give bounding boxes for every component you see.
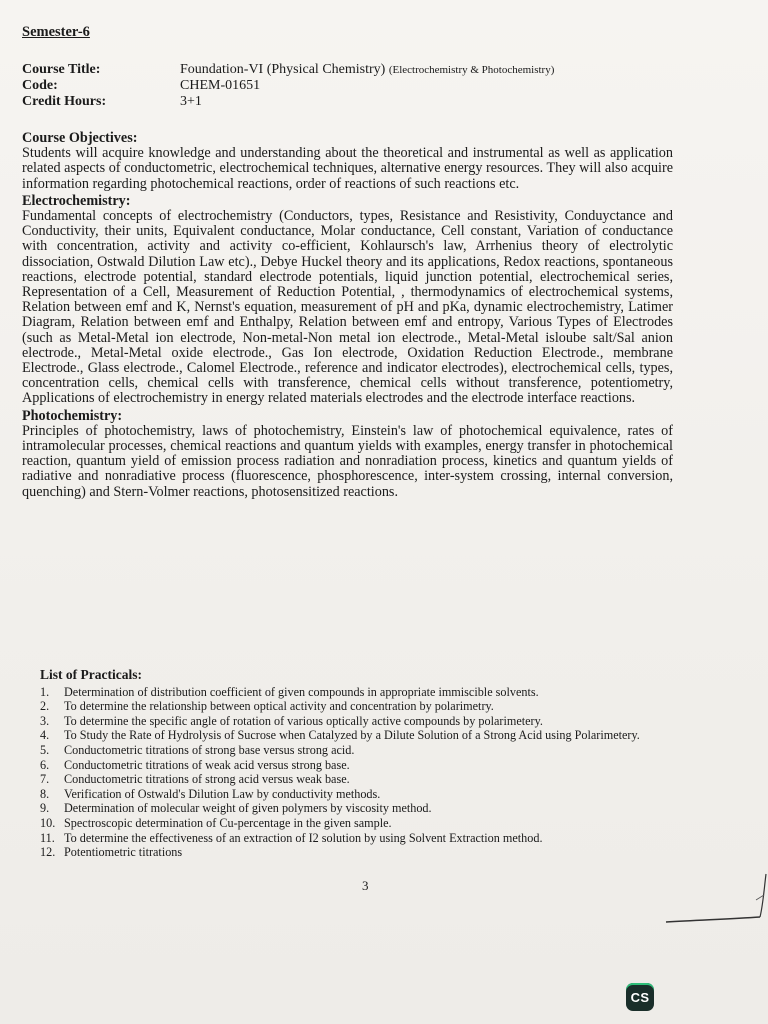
practical-item: [40, 685, 660, 700]
practical-item: [40, 831, 660, 846]
practicals-heading: List of Practicals:: [40, 667, 142, 682]
practicals-section: [40, 668, 660, 860]
photochemistry-text: Principles of photochemistry, laws of photochemistry, Einstein's law of photochemical equivalence, rates of intramolecular processes, chemical reactions and quantum yields with examples, energy transfer in photochemical reaction, quantum yield of emission process radiation and nonradiation process, kinetics and quantum yields of radiative and nonradiative process (fluorescence, phosphorescence, inter-system crossing, internal conversion, quenching) and Stern-Volmer reactions, photosensitized reactions.: [22, 422, 673, 500]
practical-number: 5.: [40, 742, 50, 757]
practical-item: [40, 772, 660, 787]
course-code-label: Code:: [22, 78, 58, 93]
practical-number: 4.: [40, 728, 50, 743]
practical-number: 9.: [40, 801, 50, 816]
course-title-subtitle: (Electrochemistry & Photochemistry): [388, 64, 555, 76]
practical-number: 10.: [40, 815, 56, 830]
practical-item: [40, 728, 660, 743]
practical-text: To determine the effectiveness of an extraction of I2 solution by using Solvent Extraction method.: [64, 830, 543, 845]
course-title-row: [22, 62, 662, 78]
semester-heading: Semester-6: [22, 24, 90, 40]
practical-item: [40, 699, 660, 714]
objectives-heading: Course Objectives:: [22, 130, 138, 146]
practical-text: Determination of molecular weight of given polymers by viscosity method.: [64, 801, 432, 816]
practical-number: 11.: [40, 830, 55, 845]
photochemistry-heading: Photochemistry:: [22, 407, 123, 424]
practical-text: Spectroscopic determination of Cu-percentage in the given sample.: [64, 815, 392, 830]
practical-text: To Study the Rate of Hydrolysis of Sucrose when Catalyzed by a Dilute Solution of a Strong Acid using Polarimetery.: [64, 728, 640, 743]
credit-hours-label: Credit Hours:: [22, 94, 107, 109]
practical-item: [40, 743, 660, 758]
credit-hours-value: 3+1: [180, 94, 202, 109]
practical-text: Determination of distribution coefficient of given compounds in appropriate immiscible solvents.: [64, 684, 539, 699]
course-info: [22, 62, 662, 110]
practical-item: [40, 816, 660, 831]
camscanner-badge-icon: [626, 983, 654, 1011]
credit-hours-row: [22, 94, 662, 110]
practical-number: 12.: [40, 845, 56, 860]
course-code-value: CHEM-01651: [180, 78, 261, 93]
course-title-text: Foundation-VI (Physical Chemistry): [180, 62, 386, 77]
practical-number: 1.: [40, 684, 50, 699]
practical-item: [40, 758, 660, 773]
electrochemistry-text: Fundamental concepts of electrochemistry (Conductors, types, Resistance and Resistivity, Conduyctance and Conductivity, their units, Equivalent conductance, Molar conductance, Cell constant, Variation of conductance with concentration, activity and activity co-efficient, Kohlaursch's law, Arrhenius theory of electrolytic dissociation, Ostwald Dilution Law etc)., Debye Huckel theory and its applications, Redox reactions, spontaneous reactions, electrode potential, standard electrode potentials, liquid junction potential, electrochemical series, Representation of a Cell, Measurement of Reduction Potential, , thermodynamics of electrochemical systems, Relation between emf and K, Nernst's equation, measurement of pH and pKa, dynamic electrochemistry, Latimer Diagram, Relation between emf and Enthalpy, Relation between emf and entropy, Various Types of Electrodes (such as Metal-Metal ion electrode, Non-metal-Non metal ion electrode., Metal-Metal isloube salt/Sal anion electrode., Metal-Metal oxide electrode., Gas Ion electrode, Oxidation Reduction Electrode., membrane Electrode., Glass electrode., Calomel Electrode., reference and indicator electrodes), electrochemical cells, types, concentration cells, chemical cells with transference, chemical cells without transference, potentiometry, Applications of electrochemistry in energy related materials electrodes and the electrode interface reactions.: [22, 208, 673, 407]
practical-item: [40, 787, 660, 802]
camscanner-badge-text: CS: [630, 989, 650, 1005]
practical-text: Conductometric titrations of strong acid versus weak base.: [64, 772, 350, 787]
course-content: [22, 131, 673, 502]
practical-text: To determine the relationship between optical activity and concentration by polarimetry.: [64, 699, 494, 714]
practical-text: Potentiometric titrations: [64, 845, 183, 860]
practicals-list: [40, 685, 660, 860]
page-number: 3: [362, 878, 369, 893]
objectives-text: Students will acquire knowledge and understanding about the theoretical and instrumental as well as application related aspects of conductometric, electrochemical techniques, alternative energy resources. They will also acquire information regarding photochemical reactions, order of reactions of such reactions etc.: [22, 145, 673, 192]
course-title-label: Course Title:: [22, 62, 101, 77]
practical-number: 3.: [40, 713, 50, 728]
practical-text: Conductometric titrations of weak acid versus strong base.: [64, 757, 350, 772]
practical-item: [40, 845, 660, 860]
electrochemistry-heading: Electrochemistry:: [22, 192, 131, 209]
page-curl-mark: [660, 870, 768, 930]
practical-item: [40, 714, 660, 729]
practical-text: To determine the specific angle of rotation of various optically active compounds by polarimetery.: [64, 713, 543, 728]
practical-text: Verification of Ostwald's Dilution Law by conductivity methods.: [64, 786, 381, 801]
practical-item: [40, 801, 660, 816]
practical-number: 8.: [40, 786, 50, 801]
course-title-value: [180, 62, 662, 78]
practical-number: 6.: [40, 757, 50, 772]
practical-text: Conductometric titrations of strong base versus strong acid.: [64, 742, 355, 757]
practical-number: 7.: [40, 772, 50, 787]
course-code-row: [22, 78, 662, 94]
practical-number: 2.: [40, 699, 50, 714]
